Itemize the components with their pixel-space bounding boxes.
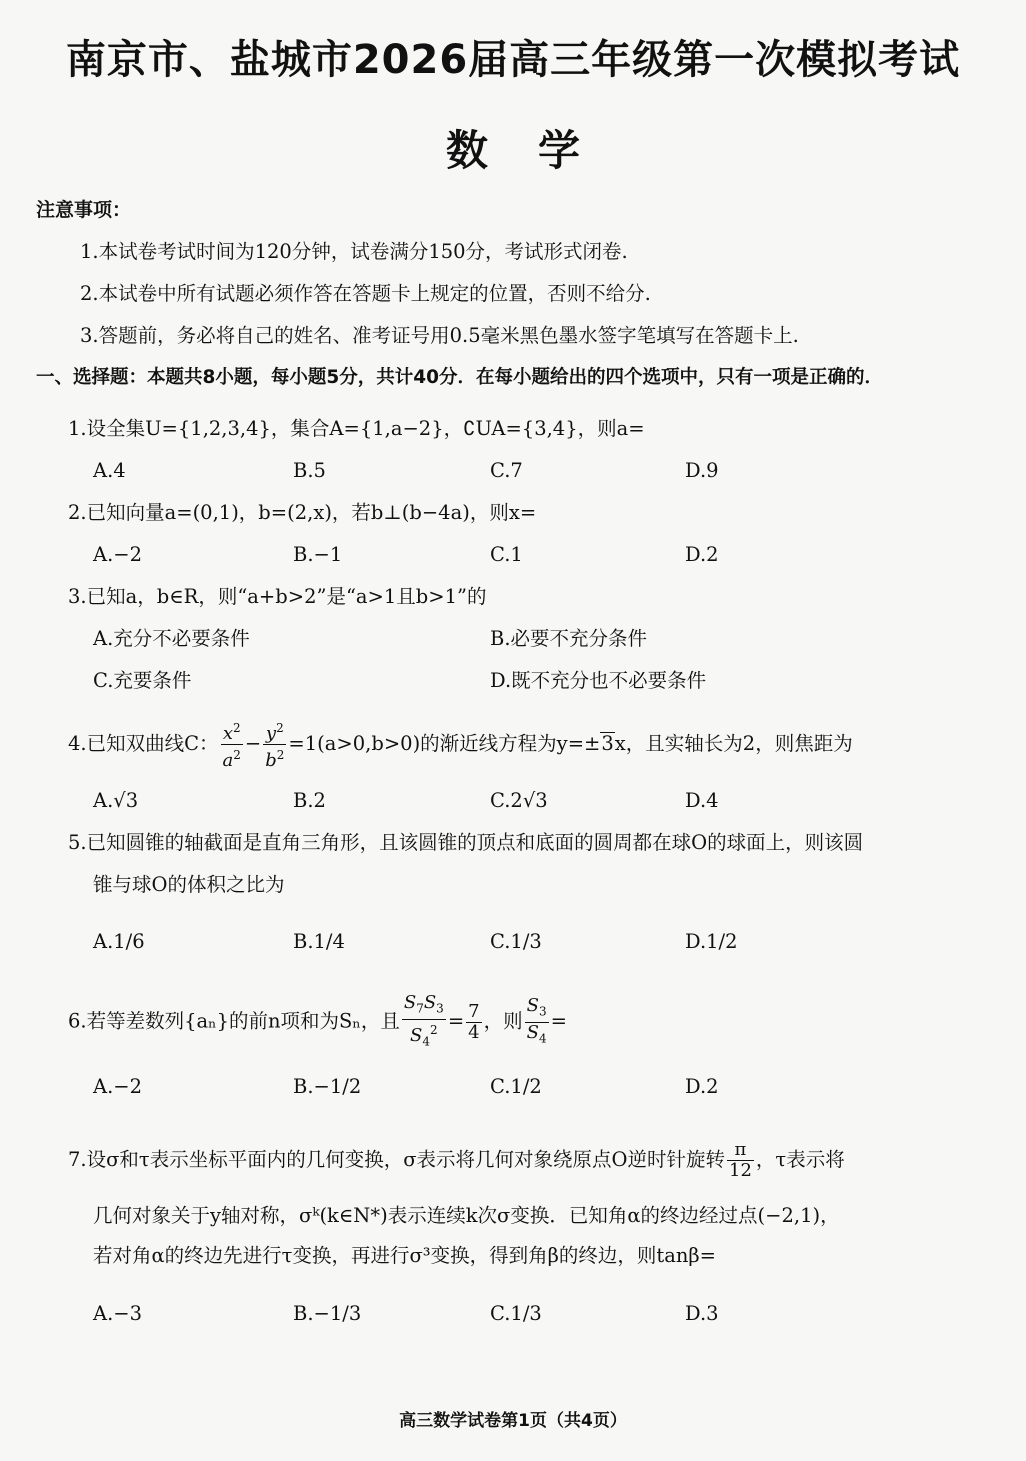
q5-stem-line1: 5.已知圆锥的轴截面是直角三角形，且该圆锥的顶点和底面的圆周都在球O的球面上，则该圆 xyxy=(68,831,864,854)
q4-option-c: C.2√3 xyxy=(490,789,548,812)
subject-title: 数学 xyxy=(445,126,630,175)
q1-option-c: C.7 xyxy=(490,459,523,482)
notes-heading: 注意事项： xyxy=(36,199,132,221)
q7-option-a: A.−3 xyxy=(93,1302,143,1325)
q7-angle-fraction: $\frac{\pi}{12}$ xyxy=(729,1139,752,1181)
q7-option-d: D.3 xyxy=(685,1302,719,1325)
q4-stem-prefix: 4.已知双曲线C： xyxy=(68,732,219,755)
q6-stem-mid: = xyxy=(447,1009,465,1033)
q5-stem-line2: 锥与球O的体积之比为 xyxy=(93,873,285,896)
q6-stem-suffix: ，则 xyxy=(483,1009,523,1033)
q7-stem-line1-suffix: ，τ表示将 xyxy=(755,1148,845,1171)
q6-stem-prefix: 6.若等差数列{aₙ}的前n项和为Sₙ，且 xyxy=(68,1009,400,1033)
q4-sqrt: 3 xyxy=(601,732,614,755)
q4-x-fraction: $\frac{x^2}{a^2}$ xyxy=(221,718,243,771)
q2-option-b: B.−1 xyxy=(293,543,343,566)
q6-stem xyxy=(68,993,567,1051)
q7-stem-line2: 几何对象关于y轴对称，σᵏ(k∈N*)表示连续k次σ变换．已知角α的终边经过点(−2,1)， xyxy=(93,1204,840,1227)
q2-option-c: C.1 xyxy=(490,543,523,566)
q6-option-b: B.−1/2 xyxy=(293,1075,362,1098)
q5-option-d: D.1/2 xyxy=(685,930,738,953)
q6-option-a: A.−2 xyxy=(93,1075,143,1098)
exam-title: 南京市、盐城市2026届高三年级第一次模拟考试 xyxy=(65,37,961,83)
q3-option-a: A.充分不必要条件 xyxy=(93,627,250,650)
q4-stem-suffix: x，且实轴长为2，则焦距为 xyxy=(614,732,853,755)
q7-stem-line1 xyxy=(68,1138,845,1182)
q6-right-fraction: $\frac{7}{4}$ xyxy=(468,1000,480,1043)
note-item-1: 1.本试卷考试时间为120分钟，试卷满分150分，考试形式闭卷. xyxy=(80,240,628,263)
q3-stem: 3.已知a，b∈R，则“a+b>2”是“a>1且b>1”的 xyxy=(68,585,487,608)
q1-option-a: A.4 xyxy=(93,459,126,482)
q4-option-b: B.2 xyxy=(293,789,326,812)
q2-stem: 2.已知向量a=(0,1)，b=(2,x)，若b⊥(b−4a)，则x= xyxy=(68,501,537,524)
section1-heading: 一、选择题：本题共8小题，每小题5分，共计40分．在每小题给出的四个选项中，只有一项是正确的． xyxy=(36,367,883,388)
q3-option-b: B.必要不充分条件 xyxy=(490,627,648,650)
q2-option-d: D.2 xyxy=(685,543,719,566)
q5-option-c: C.1/3 xyxy=(490,930,542,953)
page-footer: 高三数学试卷第1页（共4页） xyxy=(399,1411,627,1431)
q2-option-a: A.−2 xyxy=(93,543,143,566)
q6-ratio-fraction: $\frac{S_3}{S_4}$ xyxy=(526,995,547,1046)
q1-option-b: B.5 xyxy=(293,459,326,482)
q7-option-c: C.1/3 xyxy=(490,1302,542,1325)
q7-stem-line3: 若对角α的终边先进行τ变换，再进行σ³变换，得到角β的终边，则tanβ= xyxy=(93,1244,716,1267)
q4-stem: 4.已知双曲线C： $\frac{x^2}{a^2}$ − $\frac{y^2}{b^2}$ =1(a>0,b>0)的渐近线方程为y=±3x，且实轴长为2，则焦距为 xyxy=(68,718,853,771)
q4-stem-eq: =1(a>0,b>0)的渐近线方程为y=± xyxy=(288,732,601,755)
q4-option-a: A.√3 xyxy=(93,789,139,812)
q1-stem: 1.设全集U={1,2,3,4}，集合A={1,a−2}，∁UA={3,4}，则a= xyxy=(68,417,645,440)
q4-option-d: D.4 xyxy=(685,789,719,812)
q6-left-fraction: $\frac{S_7S_3}{S_4^2}$ xyxy=(403,992,444,1049)
q5-option-b: B.1/4 xyxy=(293,930,345,953)
q6-stem-end: = xyxy=(550,1009,567,1033)
q1-option-d: D.9 xyxy=(685,459,719,482)
q5-option-a: A.1/6 xyxy=(93,930,145,953)
note-item-2: 2.本试卷中所有试题必须作答在答题卡上规定的位置，否则不给分. xyxy=(80,282,651,305)
q6-option-d: D.2 xyxy=(685,1075,719,1098)
q4-y-fraction: $\frac{y^2}{b^2}$ xyxy=(263,718,286,771)
q7-stem-line1-prefix: 7.设σ和τ表示坐标平面内的几何变换，σ表示将几何对象绕原点O逆时针旋转 xyxy=(68,1148,726,1171)
q7-option-b: B.−1/3 xyxy=(293,1302,362,1325)
q3-option-c: C.充要条件 xyxy=(93,669,192,692)
q6-option-c: C.1/2 xyxy=(490,1075,542,1098)
note-item-3: 3.答题前，务必将自己的姓名、准考证号用0.5毫米黑色墨水签字笔填写在答题卡上. xyxy=(80,324,799,347)
q3-option-d: D.既不充分也不必要条件 xyxy=(490,669,707,692)
